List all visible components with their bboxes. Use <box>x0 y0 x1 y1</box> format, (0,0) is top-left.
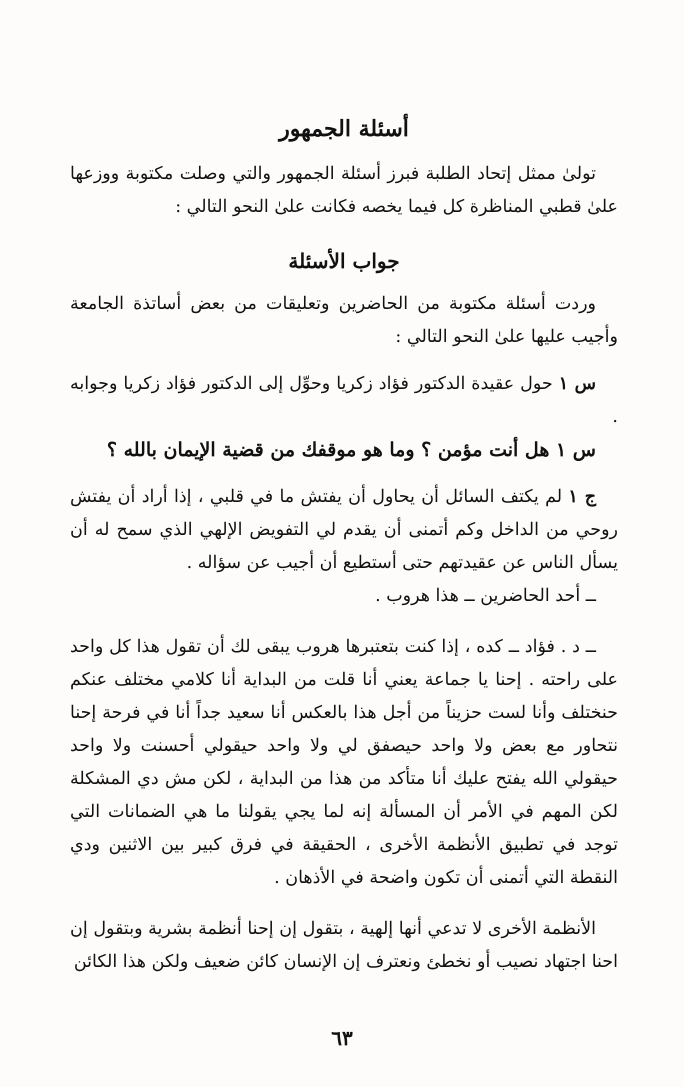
answer-1-label: ج ١ <box>568 487 596 507</box>
reply-paragraph: ــ د . فؤاد ــ كده ، إذا كنت بتعتبرها هروب يبقى لك أن تقول هذا كل واحد على راحته . إحنا يا جماعة يعني أنا قلت من البداية أنا كلامي مختلف عنكم حنختلف وأنا لست حزيناً من أجل هذا بالعكس أنا سعيد جداً أنا في فرحة إحنا نتحاور مع بعض ولا واحد حيصفق لي ولا واحد حيقولي أحسنت ولا واحد حيقولي الله يفتح عليك أنا متأكد من هذا من البداية ، لكن مش دي المشكلة لكن المهم في الأمر أن المسألة إنه لما يجي يقولنا ما هي الضمانات التي توجد في تطبيق الأنظمة الأخرى ، الحقيقة في فرق كبير بين الاثنين ودي النقطة التي أتمنى أن تكون واضحة في الأذهان . <box>70 637 618 888</box>
question-1b <box>70 434 618 467</box>
question-1 <box>70 368 618 434</box>
page-number: ٦٣ <box>331 1026 353 1050</box>
audience-interjection: ــ أحد الحاضرين ــ هذا هروب . <box>375 586 596 606</box>
page-body <box>70 112 618 979</box>
question-1-text: حول عقيدة الدكتور فؤاد زكريا وحوِّل إلى الدكتور فؤاد زكريا وجوابه . <box>70 374 618 427</box>
question-1b-label: س ١ <box>555 439 596 461</box>
answer-1-text: لم يكتف السائل أن يحاول أن يفتش ما في قلبي ، إذا أراد أن يفتش روحي من الداخل وكم أتمنى أن يقدم لي التفويض الإلهي الذي سمح له أن يسأل الناس عن عقيدتهم حتى أستطيع أن أجيب عن سؤاله . <box>70 487 618 573</box>
question-1-label: س ١ <box>558 374 596 394</box>
intro-paragraph: تولىٰ ممثل إتحاد الطلبة فبرز أسئلة الجمهور والتي وصلت مكتوبة ووزعها علىٰ قطبي المناظرة كل فيما يخصه فكانت علىٰ النحو التالي : <box>70 164 618 217</box>
question-1b-text: هل أنت مؤمن ؟ وما هو موقفك من قضية الإيمان بالله ؟ <box>106 439 550 461</box>
section-intro-paragraph: وردت أسئلة مكتوبة من الحاضرين وتعليقات من بعض أساتذة الجامعة وأجيب عليها علىٰ النحو التالي : <box>70 294 618 347</box>
section-heading: جواب الأسئلة <box>288 249 400 273</box>
page-title: أسئلة الجمهور <box>279 116 409 142</box>
closing-paragraph: الأنظمة الأخرى لا تدعي أنها إلهية ، بتقول إن إحنا أنظمة بشرية وبتقول إن احنا اجتهاد نصيب أو نخطئ ونعترف إن الإنسان كائن ضعيف ولكن هذا الكائن <box>70 919 618 972</box>
answer-1 <box>70 481 618 580</box>
